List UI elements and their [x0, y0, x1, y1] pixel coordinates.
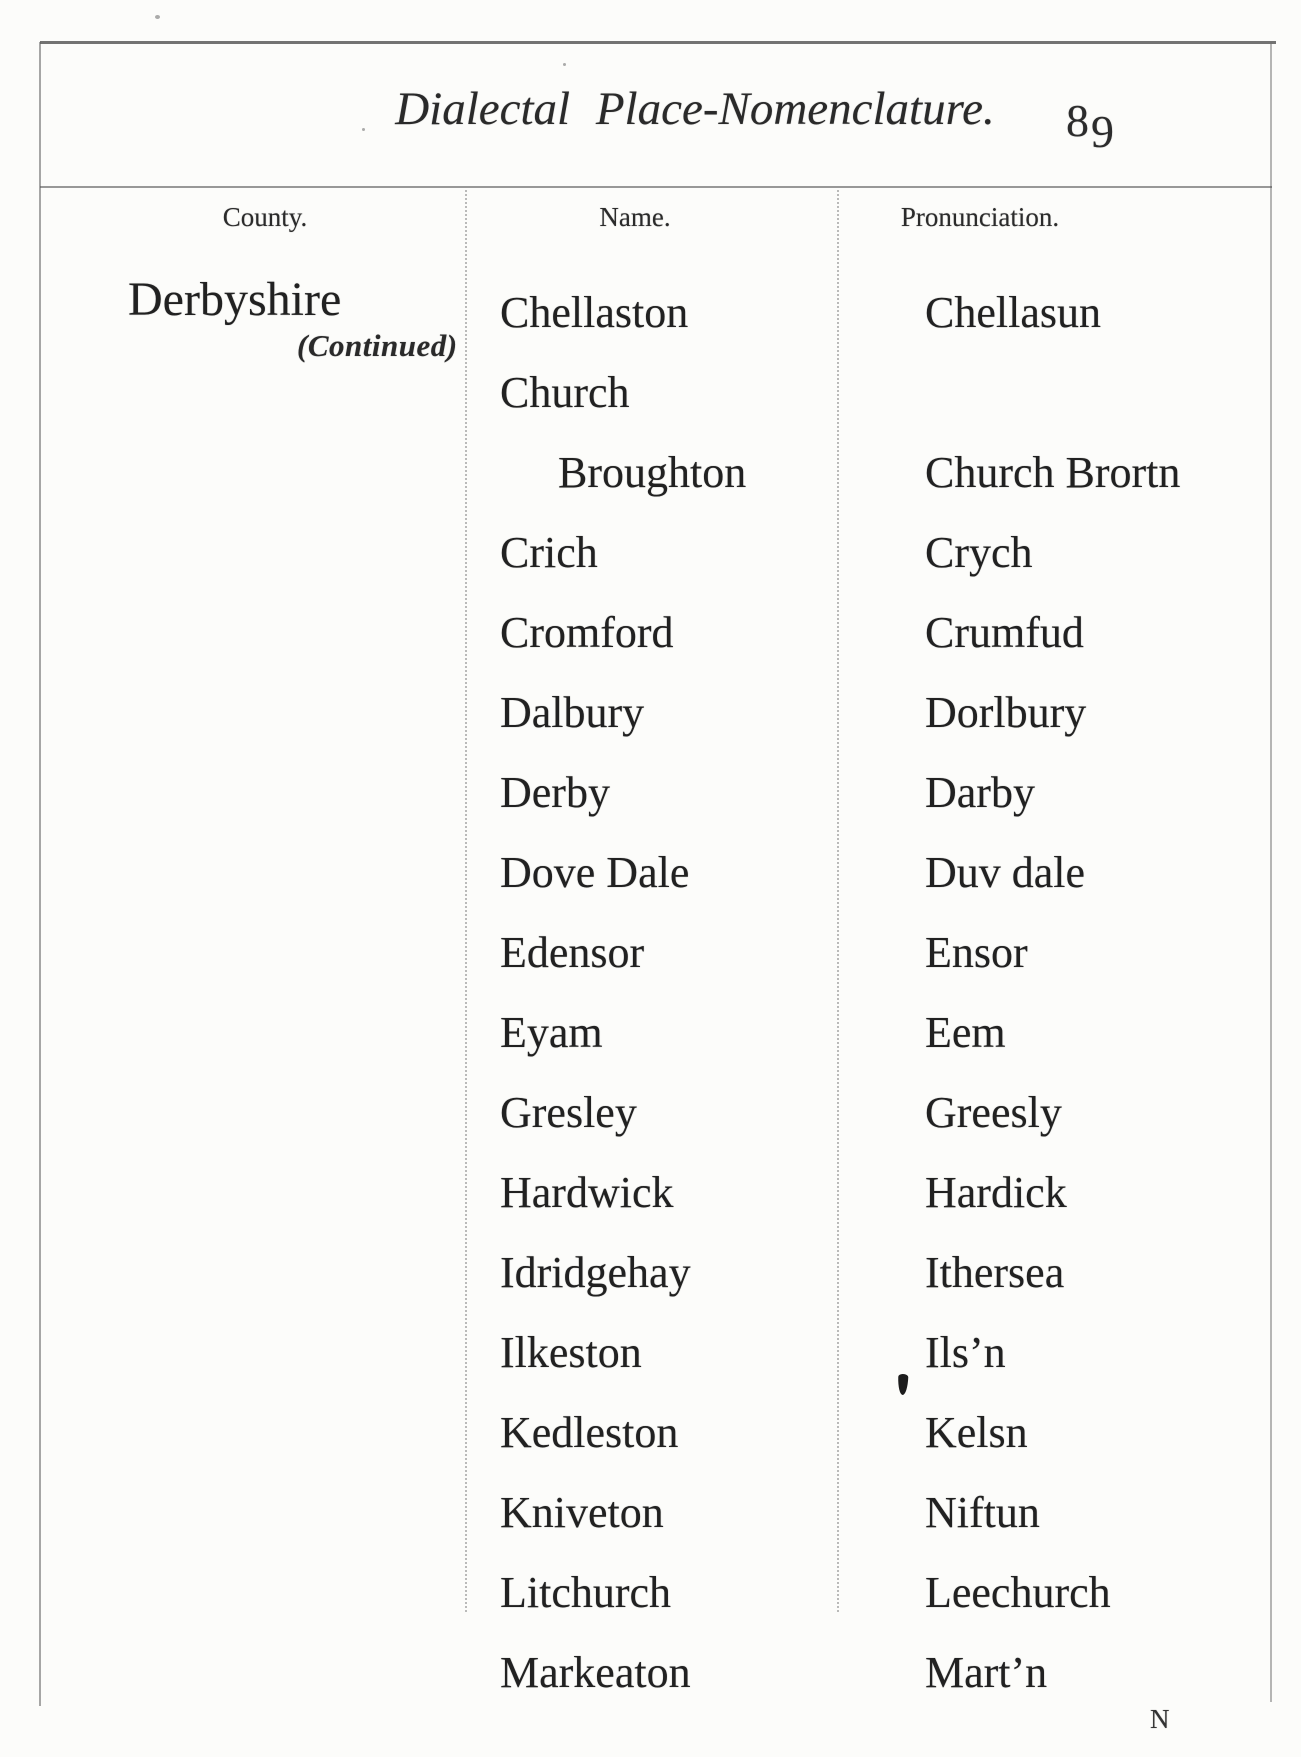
place-pronunciation: Chellasun [925, 288, 1101, 337]
place-name: Dalbury [500, 688, 645, 737]
place-pronunciation: Greesly [925, 1088, 1062, 1137]
table-row [0, 847, 1301, 909]
table-row [0, 1567, 1301, 1629]
place-pronunciation: Crych [925, 528, 1033, 577]
county-continued-note: (Continued) [297, 328, 458, 363]
place-name: Hardwick [500, 1168, 674, 1217]
column-header-county: County. [222, 202, 308, 232]
place-name: Idridgehay [500, 1248, 691, 1297]
place-pronunciation: Leechurch [925, 1568, 1111, 1617]
place-name: Dove Dale [500, 848, 690, 897]
place-name: Markeaton [500, 1648, 691, 1697]
table-row [0, 1487, 1301, 1549]
table-row [0, 1087, 1301, 1149]
table-row [0, 1407, 1301, 1469]
table-row [0, 367, 1301, 429]
place-pronunciation: Mart’n [925, 1648, 1048, 1697]
place-pronunciation: Ils’n [925, 1328, 1006, 1377]
place-name: Chellaston [500, 288, 689, 337]
table-row [0, 927, 1301, 989]
place-pronunciation: Dorlbury [925, 688, 1087, 737]
table-row [0, 1167, 1301, 1229]
printers-signature-mark: N [1150, 1704, 1170, 1734]
column-header-pronunciation: Pronunciation. [900, 202, 1060, 232]
place-name: Litchurch [500, 1568, 672, 1617]
scan-speck [362, 128, 365, 131]
column-header-name: Name. [599, 202, 671, 232]
place-name: Derby [500, 768, 610, 817]
place-name: Kedleston [500, 1408, 679, 1457]
page-frame-top-rule [40, 41, 1276, 44]
place-name: Eyam [500, 1008, 603, 1057]
table-row [0, 447, 1301, 509]
place-pronunciation: Kelsn [925, 1408, 1028, 1457]
place-name: Broughton [558, 448, 747, 497]
table-row [0, 607, 1301, 669]
place-pronunciation: Niftun [925, 1488, 1040, 1537]
place-name: Church [500, 368, 630, 417]
place-name: Cromford [500, 608, 674, 657]
place-name: Gresley [500, 1088, 637, 1137]
place-pronunciation: Crumfud [925, 608, 1084, 657]
place-pronunciation: Hardick [925, 1168, 1067, 1217]
place-pronunciation: Church Brortn [925, 448, 1181, 497]
place-pronunciation: Darby [925, 768, 1035, 817]
place-name: Ilkeston [500, 1328, 642, 1377]
table-row [0, 1247, 1301, 1309]
page-title: Dialectal Place-Nomenclature. [395, 83, 995, 135]
place-pronunciation: Eem [925, 1008, 1006, 1057]
header-separator-rule [40, 186, 1272, 188]
place-pronunciation: Ithersea [925, 1248, 1065, 1297]
table-row [0, 1007, 1301, 1069]
place-pronunciation: Duv dale [925, 848, 1086, 897]
place-name: Kniveton [500, 1488, 664, 1537]
place-name: Edensor [500, 928, 645, 977]
county-label: Derbyshire [128, 273, 342, 326]
table-row [0, 1647, 1301, 1709]
page-number: 89 [1066, 95, 1116, 157]
scan-speck [563, 63, 566, 66]
table-row [0, 1327, 1301, 1389]
ink-blot-mark [898, 1374, 909, 1395]
place-pronunciation: Ensor [925, 928, 1028, 977]
scan-speck [155, 15, 160, 19]
place-name: Crich [500, 528, 598, 577]
table-row [0, 287, 1301, 349]
table-row [0, 767, 1301, 829]
table-row [0, 527, 1301, 589]
table-row [0, 687, 1301, 749]
